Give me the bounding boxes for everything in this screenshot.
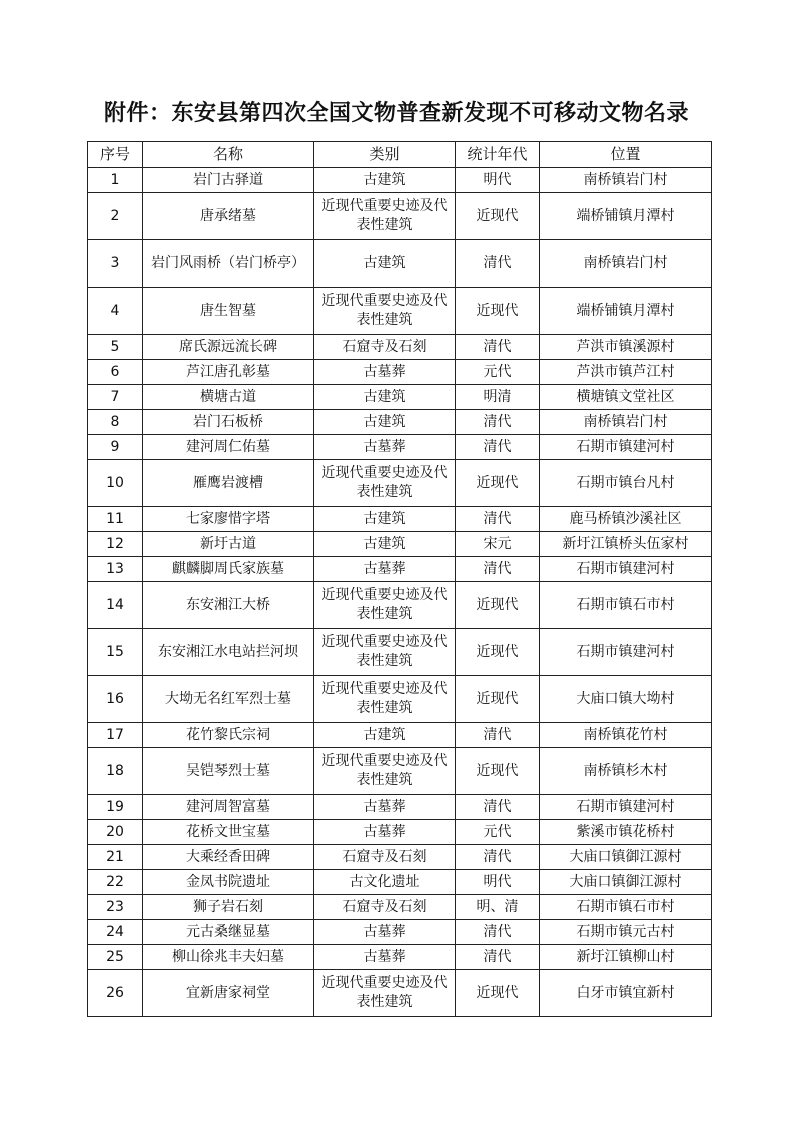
cell-era: 近现代: [456, 676, 540, 723]
header-location: 位置: [540, 142, 712, 168]
cell-name: 麒麟脚周氏家族墓: [143, 557, 314, 582]
cell-name: 狮子岩石刻: [143, 895, 314, 920]
cell-name: 岩门石板桥: [143, 410, 314, 435]
cell-name: 大乘经香田碑: [143, 845, 314, 870]
table-row: [88, 240, 712, 288]
cell-era: 近现代: [456, 582, 540, 629]
table-row: [88, 168, 712, 193]
cell-no: 26: [88, 970, 143, 1017]
cell-name: 新圩古道: [143, 532, 314, 557]
cell-location: 南桥镇岩门村: [540, 168, 712, 193]
table-row: [88, 870, 712, 895]
cell-category: 近现代重要史迹及代表性建筑: [314, 970, 456, 1017]
cell-name: 大坳无名红军烈士墓: [143, 676, 314, 723]
cell-category: 近现代重要史迹及代表性建筑: [314, 582, 456, 629]
cell-category: 古建筑: [314, 532, 456, 557]
cell-era: 元代: [456, 360, 540, 385]
cell-category: 石窟寺及石刻: [314, 335, 456, 360]
cell-category: 近现代重要史迹及代表性建筑: [314, 193, 456, 240]
cell-name: 金凤书院遗址: [143, 870, 314, 895]
cell-name: 建河周仁佑墓: [143, 435, 314, 460]
cell-no: 10: [88, 460, 143, 507]
table-row: [88, 507, 712, 532]
cell-no: 19: [88, 795, 143, 820]
cell-location: 南桥镇岩门村: [540, 240, 712, 288]
cell-no: 2: [88, 193, 143, 240]
table-row: [88, 795, 712, 820]
table-body: [88, 168, 712, 1017]
cell-era: 清代: [456, 435, 540, 460]
cell-category: 古墓葬: [314, 557, 456, 582]
cell-no: 15: [88, 629, 143, 676]
cell-location: 石期市镇建河村: [540, 435, 712, 460]
cell-no: 5: [88, 335, 143, 360]
cell-name: 七家廖惜字塔: [143, 507, 314, 532]
table-row: [88, 723, 712, 748]
cell-name: 柳山徐兆丰夫妇墓: [143, 945, 314, 970]
table-row: [88, 676, 712, 723]
cell-name: 芦江唐孔彰墓: [143, 360, 314, 385]
cell-name: 花竹黎氏宗祠: [143, 723, 314, 748]
cell-era: 明清: [456, 385, 540, 410]
cell-location: 横塘镇文堂社区: [540, 385, 712, 410]
cell-category: 石窟寺及石刻: [314, 845, 456, 870]
cell-category: 古墓葬: [314, 435, 456, 460]
cell-no: 13: [88, 557, 143, 582]
cell-category: 古建筑: [314, 240, 456, 288]
cell-name: 唐承绪墓: [143, 193, 314, 240]
cell-location: 南桥镇花竹村: [540, 723, 712, 748]
table-row: [88, 582, 712, 629]
cell-location: 南桥镇杉木村: [540, 748, 712, 795]
cell-name: 建河周智富墓: [143, 795, 314, 820]
cell-location: 紫溪市镇花桥村: [540, 820, 712, 845]
cell-no: 21: [88, 845, 143, 870]
heritage-table: [87, 141, 712, 1017]
cell-name: 东安湘江大桥: [143, 582, 314, 629]
table-row: [88, 820, 712, 845]
cell-no: 20: [88, 820, 143, 845]
cell-name: 席氏源远流长碑: [143, 335, 314, 360]
header-name: 名称: [143, 142, 314, 168]
cell-name: 岩门古驿道: [143, 168, 314, 193]
cell-era: 宋元: [456, 532, 540, 557]
cell-era: 近现代: [456, 288, 540, 335]
cell-location: 白牙市镇宜新村: [540, 970, 712, 1017]
cell-category: 古墓葬: [314, 795, 456, 820]
cell-category: 古文化遗址: [314, 870, 456, 895]
table-row: [88, 845, 712, 870]
table-header-row: [88, 142, 712, 168]
cell-era: 清代: [456, 557, 540, 582]
cell-location: 石期市镇石市村: [540, 895, 712, 920]
cell-category: 古建筑: [314, 168, 456, 193]
cell-era: 清代: [456, 410, 540, 435]
cell-location: 石期市镇建河村: [540, 557, 712, 582]
cell-no: 22: [88, 870, 143, 895]
cell-category: 古建筑: [314, 410, 456, 435]
cell-era: 近现代: [456, 629, 540, 676]
cell-location: 石期市镇建河村: [540, 629, 712, 676]
cell-category: 石窟寺及石刻: [314, 895, 456, 920]
cell-no: 9: [88, 435, 143, 460]
cell-era: 清代: [456, 507, 540, 532]
cell-category: 近现代重要史迹及代表性建筑: [314, 629, 456, 676]
cell-name: 东安湘江水电站拦河坝: [143, 629, 314, 676]
cell-no: 1: [88, 168, 143, 193]
cell-no: 3: [88, 240, 143, 288]
cell-name: 宜新唐家祠堂: [143, 970, 314, 1017]
cell-era: 近现代: [456, 748, 540, 795]
cell-no: 11: [88, 507, 143, 532]
cell-location: 新圩江镇桥头伍家村: [540, 532, 712, 557]
cell-era: 清代: [456, 795, 540, 820]
cell-no: 14: [88, 582, 143, 629]
cell-no: 25: [88, 945, 143, 970]
table-row: [88, 335, 712, 360]
header-category: 类别: [314, 142, 456, 168]
cell-location: 石期市镇元古村: [540, 920, 712, 945]
cell-era: 清代: [456, 335, 540, 360]
header-no: 序号: [88, 142, 143, 168]
page-title: 附件：东安县第四次全国文物普查新发现不可移动文物名录: [103, 101, 689, 126]
table-row: [88, 288, 712, 335]
cell-era: 明代: [456, 870, 540, 895]
table-row: [88, 945, 712, 970]
cell-category: 古墓葬: [314, 360, 456, 385]
cell-category: 近现代重要史迹及代表性建筑: [314, 676, 456, 723]
cell-category: 古墓葬: [314, 920, 456, 945]
cell-era: 清代: [456, 920, 540, 945]
table-row: [88, 410, 712, 435]
cell-location: 大庙口镇大坳村: [540, 676, 712, 723]
cell-no: 18: [88, 748, 143, 795]
cell-name: 花桥文世宝墓: [143, 820, 314, 845]
cell-name: 吴铠琴烈士墓: [143, 748, 314, 795]
cell-era: 近现代: [456, 460, 540, 507]
cell-location: 大庙口镇御江源村: [540, 845, 712, 870]
cell-name: 横塘古道: [143, 385, 314, 410]
cell-era: 明代: [456, 168, 540, 193]
cell-no: 23: [88, 895, 143, 920]
cell-location: 大庙口镇御江源村: [540, 870, 712, 895]
cell-name: 元古桑继显墓: [143, 920, 314, 945]
cell-location: 鹿马桥镇沙溪社区: [540, 507, 712, 532]
cell-era: 清代: [456, 945, 540, 970]
cell-era: 近现代: [456, 970, 540, 1017]
table-row: [88, 970, 712, 1017]
cell-location: 石期市镇建河村: [540, 795, 712, 820]
cell-no: 24: [88, 920, 143, 945]
table-row: [88, 532, 712, 557]
table-row: [88, 193, 712, 240]
cell-no: 8: [88, 410, 143, 435]
cell-location: 端桥铺镇月潭村: [540, 193, 712, 240]
cell-no: 16: [88, 676, 143, 723]
cell-location: 石期市镇台凡村: [540, 460, 712, 507]
cell-name: 唐生智墓: [143, 288, 314, 335]
cell-category: 古建筑: [314, 385, 456, 410]
cell-no: 12: [88, 532, 143, 557]
cell-category: 古建筑: [314, 723, 456, 748]
table-row: [88, 557, 712, 582]
cell-era: 近现代: [456, 193, 540, 240]
table-row: [88, 460, 712, 507]
cell-era: 清代: [456, 240, 540, 288]
table-row: [88, 895, 712, 920]
cell-location: 芦洪市镇溪源村: [540, 335, 712, 360]
cell-location: 新圩江镇柳山村: [540, 945, 712, 970]
cell-category: 近现代重要史迹及代表性建筑: [314, 460, 456, 507]
cell-no: 17: [88, 723, 143, 748]
cell-category: 古墓葬: [314, 945, 456, 970]
cell-category: 近现代重要史迹及代表性建筑: [314, 748, 456, 795]
table-row: [88, 748, 712, 795]
cell-no: 6: [88, 360, 143, 385]
header-era: 统计年代: [456, 142, 540, 168]
cell-location: 芦洪市镇芦江村: [540, 360, 712, 385]
cell-no: 4: [88, 288, 143, 335]
table-row: [88, 360, 712, 385]
table-row: [88, 385, 712, 410]
cell-era: 明、清: [456, 895, 540, 920]
cell-category: 古墓葬: [314, 820, 456, 845]
table-row: [88, 629, 712, 676]
cell-name: 雁鹰岩渡槽: [143, 460, 314, 507]
cell-era: 清代: [456, 723, 540, 748]
table-row: [88, 435, 712, 460]
cell-era: 清代: [456, 845, 540, 870]
cell-location: 端桥铺镇月潭村: [540, 288, 712, 335]
cell-no: 7: [88, 385, 143, 410]
cell-location: 南桥镇岩门村: [540, 410, 712, 435]
cell-category: 近现代重要史迹及代表性建筑: [314, 288, 456, 335]
table-row: [88, 920, 712, 945]
cell-location: 石期市镇石市村: [540, 582, 712, 629]
cell-name: 岩门风雨桥（岩门桥亭）: [143, 240, 314, 288]
cell-era: 元代: [456, 820, 540, 845]
cell-category: 古建筑: [314, 507, 456, 532]
